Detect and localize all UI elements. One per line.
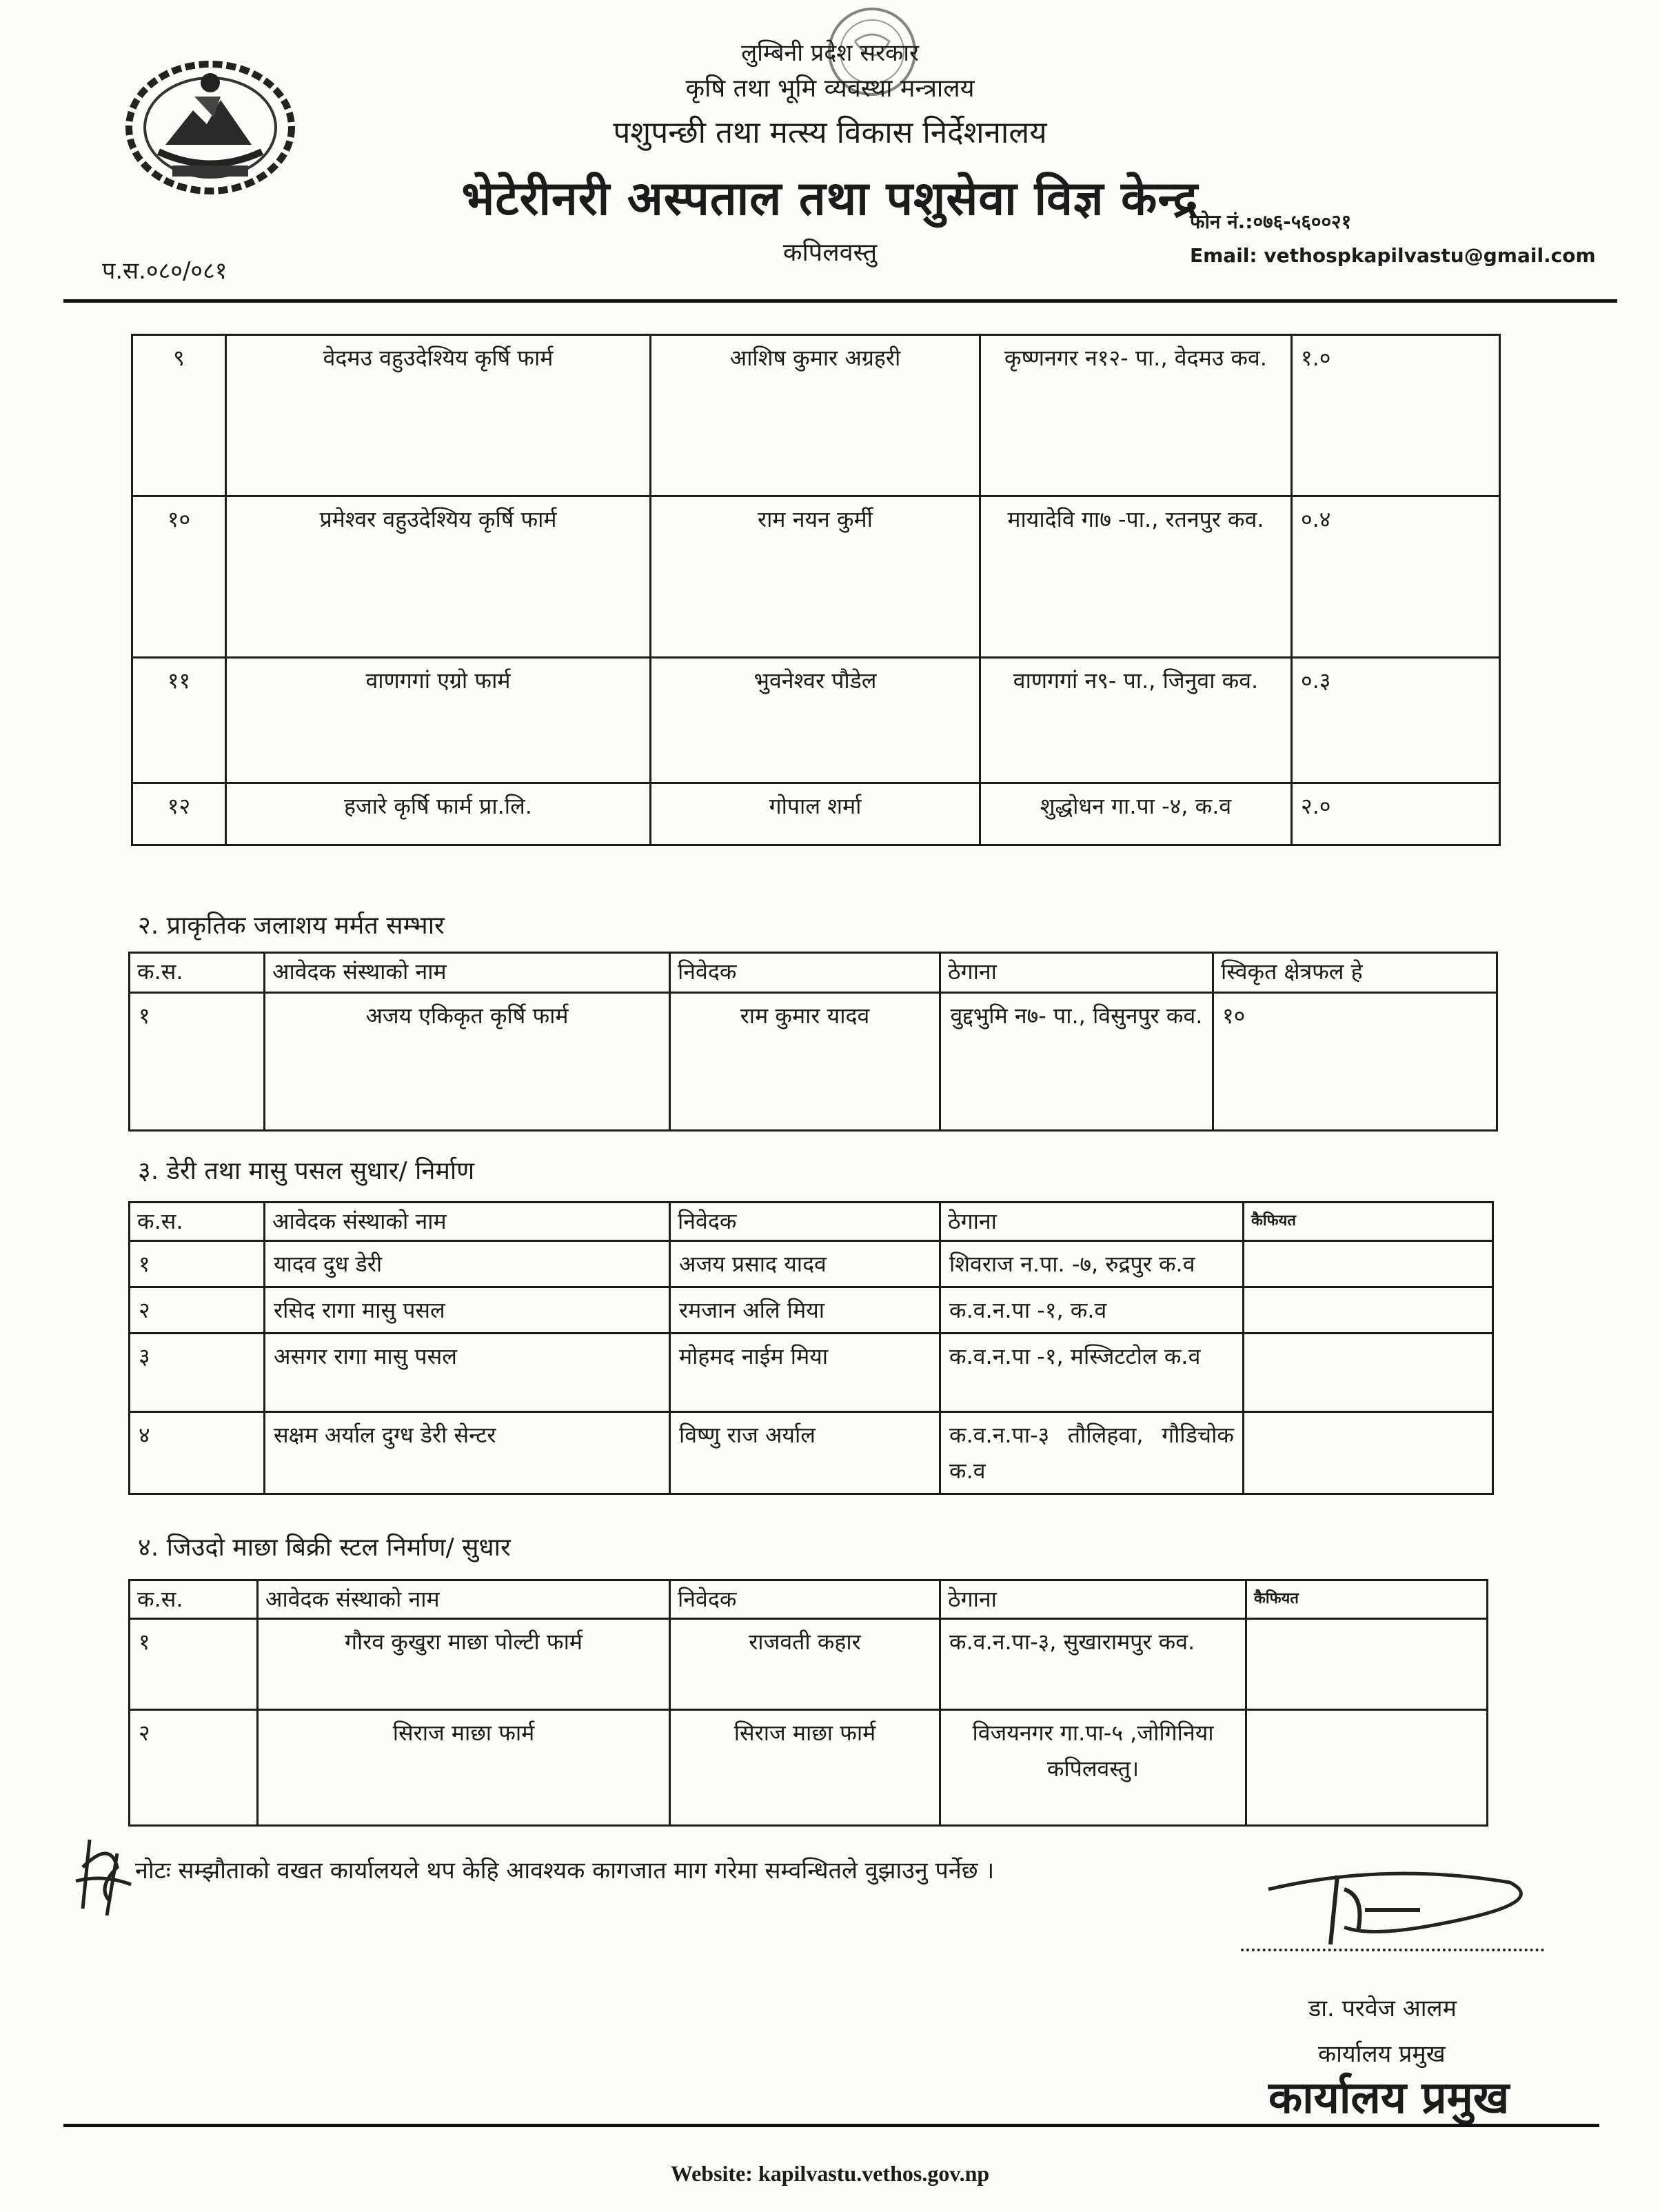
table-row: [132, 496, 1500, 658]
table-row: [132, 783, 1500, 845]
row-org-name: वेदमउ वहुउदेश्यिय कृर्षि फार्म: [226, 335, 651, 496]
header-address: ठेगाना: [940, 953, 1213, 993]
row-sn: १: [130, 1619, 258, 1710]
table-row: [132, 658, 1500, 783]
row-remarks: [1244, 1241, 1493, 1287]
row-sn: ४: [130, 1412, 265, 1494]
row-address: क.व.न.पा -१, क.व: [940, 1287, 1244, 1334]
footer-divider: [63, 2124, 1599, 2127]
header-org-name: आवेदक संस्थाको नाम: [265, 953, 670, 993]
row-org-name: यादव दुध डेरी: [265, 1241, 670, 1287]
row-applicant: गोपाल शर्मा: [651, 783, 980, 845]
signer-title: कार्यालय प्रमुख: [1318, 2040, 1446, 2068]
row-sn: २: [130, 1710, 258, 1826]
row-sn: १: [130, 1241, 265, 1287]
handwritten-mark-icon: [69, 1826, 138, 1922]
signature-line: [1241, 1949, 1544, 1951]
table-dairy-meat-shop: [128, 1201, 1494, 1495]
note-block: [69, 1826, 1268, 1929]
row-address: वुद्दभुमि न७- पा., विसुनपुर कव.: [940, 993, 1213, 1131]
section-4-title: ४. जिउदो माछा बिक्री स्टल निर्माण/ सुधार: [138, 1534, 511, 1562]
header-province: लुम्बिनी प्रदेश सरकार: [741, 39, 919, 67]
row-address: क.व.न.पा-३ तौलिहवा, गौडिचोक क.व: [940, 1412, 1244, 1494]
table-farm-continuation: [131, 334, 1501, 846]
row-address: मायादेवि गा७ -पा., रतनपुर कव.: [980, 496, 1292, 658]
header-office-name: भेटेरीनरी अस्पताल तथा पशुसेवा विज्ञ केन्द्र: [461, 172, 1199, 226]
row-address: वाणगगां न९- पा., जिनुवा कव.: [980, 658, 1292, 783]
row-remarks: [1244, 1334, 1493, 1412]
row-address: क.व.न.पा-३, सुखारामपुर कव.: [940, 1619, 1246, 1710]
row-address: विजयनगर गा.पा-५ ,जोगिनिया कपिलवस्तु।: [940, 1710, 1246, 1826]
row-org-name: हजारे कृर्षि फार्म प्रा.लि.: [226, 783, 651, 845]
row-applicant: राम नयन कुर्मी: [651, 496, 980, 658]
row-sn: ३: [130, 1334, 265, 1412]
row-sn: ११: [132, 658, 226, 783]
row-address: क.व.न.पा -१, मस्जिटटोल क.व: [940, 1334, 1244, 1412]
header-remarks: कैफियत: [1246, 1580, 1488, 1619]
row-sn: ९: [132, 335, 226, 496]
header-applicant: निवेदक: [670, 1580, 940, 1619]
header-sn: क.स.: [130, 1580, 258, 1619]
row-org-name: रसिद रागा मासु पसल: [265, 1287, 670, 1334]
row-remarks: [1244, 1412, 1493, 1494]
header-sn: क.स.: [130, 953, 265, 993]
header-district: कपिलवस्तु: [782, 239, 878, 267]
reference-number: प.स.०८०/०८१: [102, 257, 227, 285]
table-live-fish-stall: [128, 1579, 1488, 1827]
row-remarks: [1246, 1619, 1488, 1710]
row-area: १.०: [1292, 335, 1500, 496]
row-sn: १२: [132, 783, 226, 845]
row-address: कृष्णनगर न१२- पा., वेदमउ कव.: [980, 335, 1292, 496]
row-org-name: असगर रागा मासु पसल: [265, 1334, 670, 1412]
row-org-name: प्रमेश्वर वहुउदेश्यिय कृर्षि फार्म: [226, 496, 651, 658]
designation-stamp: कार्यालय प्रमुख: [1268, 2072, 1510, 2124]
table-header-row: [130, 1580, 1488, 1619]
header-org-name: आवेदक संस्थाको नाम: [258, 1580, 670, 1619]
signer-name: डा. परवेज आलम: [1308, 1995, 1457, 2022]
row-applicant: भुवनेश्वर पौडेल: [651, 658, 980, 783]
section-2-title: २. प्राकृतिक जलाशय मर्मत सम्भार: [138, 912, 445, 940]
row-sn: २: [130, 1287, 265, 1334]
header-area: स्विकृत क्षेत्रफल हे: [1213, 953, 1497, 993]
signature-icon: [1262, 1862, 1551, 1951]
row-area: १०: [1213, 993, 1497, 1131]
nepal-emblem-icon: [117, 48, 303, 200]
row-remarks: [1246, 1710, 1488, 1826]
row-area: ०.३: [1292, 658, 1500, 783]
header-ministry: कृषि तथा भूमि व्यवस्था मन्त्रालय: [685, 74, 975, 103]
header-address: ठेगाना: [940, 1580, 1246, 1619]
table-row: [130, 1287, 1493, 1334]
header-applicant: निवेदक: [670, 1203, 940, 1241]
email-address: Email: vethospkapilvastu@gmail.com: [1190, 244, 1596, 267]
row-address: शिवराज न.पा. -७, रुद्रपुर क.व: [940, 1241, 1244, 1287]
footer-website: Website: kapilvastu.vethos.gov.np: [670, 2161, 990, 2186]
table-header-row: [130, 1203, 1493, 1241]
table-row: [130, 993, 1497, 1131]
section-3-title: ३. डेरी तथा मासु पसल सुधार/ निर्माण: [138, 1157, 475, 1185]
row-org-name: सक्षम अर्याल दुग्ध डेरी सेन्टर: [265, 1412, 670, 1494]
row-applicant: आशिष कुमार अग्रहरी: [651, 335, 980, 496]
table-row: [130, 1412, 1493, 1494]
row-org-name: गौरव कुखुरा माछा पोल्टी फार्म: [258, 1619, 670, 1710]
row-area: २.०: [1292, 783, 1500, 845]
row-applicant: विष्णु राज अर्याल: [670, 1412, 940, 1494]
header-address: ठेगाना: [940, 1203, 1244, 1241]
header-divider: [63, 299, 1617, 303]
table-row: [130, 1619, 1488, 1710]
row-org-name: सिराज माछा फार्म: [258, 1710, 670, 1826]
row-sn: १०: [132, 496, 226, 658]
header-org-name: आवेदक संस्थाको नाम: [265, 1203, 670, 1241]
header-directorate: पशुपन्छी तथा मत्स्य विकास निर्देशनालय: [613, 115, 1047, 150]
row-applicant: मोहमद नाईम मिया: [670, 1334, 940, 1412]
row-address: शुद्धोधन गा.पा -४, क.व: [980, 783, 1292, 845]
row-applicant: सिराज माछा फार्म: [670, 1710, 940, 1826]
row-applicant: राम कुमार यादव: [670, 993, 940, 1131]
header-applicant: निवेदक: [670, 953, 940, 993]
row-org-name: अजय एकिकृत कृर्षि फार्म: [265, 993, 670, 1131]
header-sn: क.स.: [130, 1203, 265, 1241]
row-remarks: [1244, 1287, 1493, 1334]
row-applicant: राजवती कहार: [670, 1619, 940, 1710]
row-sn: १: [130, 993, 265, 1131]
table-row: [130, 1241, 1493, 1287]
table-natural-pond: [128, 952, 1498, 1132]
row-area: ०.४: [1292, 496, 1500, 658]
note-text: नोटः सम्झौताको वखत कार्यालयले थप केहि आवश्यक कागजात माग गरेमा सम्वन्धितले वुझाउनु पर्नेछ ।: [135, 1857, 995, 1884]
table-row: [130, 1334, 1493, 1412]
table-header-row: [130, 953, 1497, 993]
row-org-name: वाणगगां एग्रो फार्म: [226, 658, 651, 783]
phone-number: फोन नं.:०७६-५६००२१: [1190, 210, 1352, 233]
row-applicant: अजय प्रसाद यादव: [670, 1241, 940, 1287]
row-applicant: रमजान अलि मिया: [670, 1287, 940, 1334]
table-row: [132, 335, 1500, 496]
table-row: [130, 1710, 1488, 1826]
header-remarks: कैफियत: [1244, 1203, 1493, 1241]
